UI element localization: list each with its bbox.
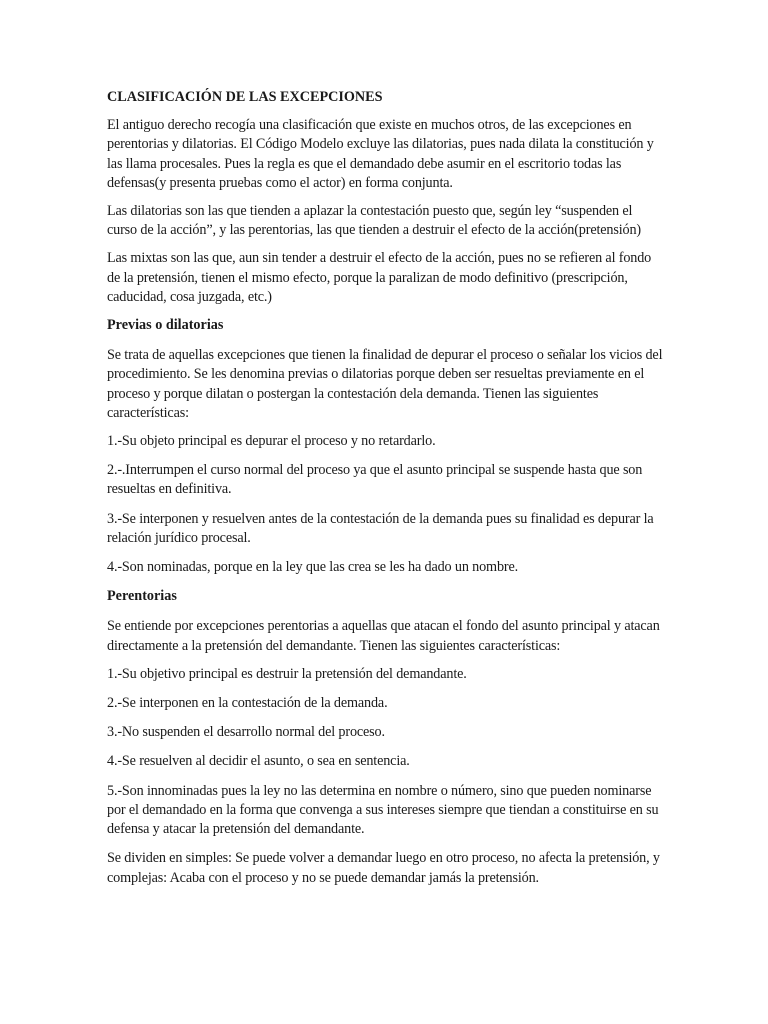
- previas-item-1: 1.-Su objeto principal es depurar el proceso y no retardarlo.: [107, 433, 436, 450]
- previas-item-2: 2.-.Interrumpen el curso normal del proceso ya que el asunto principal se suspende hasta que son resueltas en definitiva.: [107, 462, 643, 498]
- perentorias-description: Se entiende por excepciones perentorias a aquellas que atacan el fondo del asunto principal y atacan directamente a la pretensión del demandante. Tienen las siguientes características:: [107, 618, 660, 654]
- perentorias-item-1: 1.-Su objetivo principal es destruir la pretensión del demandante.: [107, 665, 467, 682]
- intro-paragraph-3: Las mixtas son las que, aun sin tender a destruir el efecto de la acción, pues no se refieren al fondo de la pretensión, tienen el mismo efecto, porque la paralizan de modo definitivo (prescripción, caducidad, cosa juzgada, etc.): [107, 250, 652, 305]
- heading-perentorias: Perentorias: [107, 588, 177, 605]
- heading-previas: Previas o dilatorias: [107, 317, 224, 334]
- previas-item-3: 3.-Se interponen y resuelven antes de la contestación de la demanda pues su finalidad es depurar la relación jurídico procesal.: [107, 510, 654, 546]
- intro-paragraph-1: El antiguo derecho recogía una clasificación que existe en muchos otros, de las excepciones en perentorias y dilatorias. El Código Modelo excluye las dilatorias, pues nada dilata la constitución y las llama procesales. Pues la regla es que el demandado debe asumir en el escritorio todas las defensas(y presenta pruebas como el actor) en forma conjunta.: [107, 117, 654, 191]
- perentorias-item-5: 5.-Son innominadas pues la ley no las determina en nombre o número, sino que pueden nominarse por el demandado en la forma que convenga a sus intereses siempre que tiendan a constituirse en su defensa y atacar la pretensión del demandante.: [107, 782, 659, 838]
- document-page: [107, 88, 663, 897]
- previas-description: Se trata de aquellas excepciones que tienen la finalidad de depurar el proceso o señalar los vicios del procedimiento. Se les denomina previas o dilatorias porque deben ser resueltas previamente en el proceso y porque dilatan o postergan la contestación dela demanda. Tienen las siguientes características:: [107, 347, 663, 421]
- perentorias-closing: Se dividen en simples: Se puede volver a demandar luego en otro proceso, no afecta la pretensión, y complejas: Acaba con el proceso y no se puede demandar jamás la pretensión.: [107, 850, 660, 886]
- perentorias-item-4: 4.-Se resuelven al decidir el asunto, o sea en sentencia.: [107, 753, 410, 770]
- perentorias-item-2: 2.-Se interponen en la contestación de la demanda.: [107, 695, 388, 712]
- previas-item-4: 4.-Son nominadas, porque en la ley que las crea se les ha dado un nombre.: [107, 559, 519, 576]
- document-title: CLASIFICACIÓN DE LAS EXCEPCIONES: [107, 89, 383, 105]
- perentorias-item-3: 3.-No suspenden el desarrollo normal del proceso.: [107, 724, 385, 741]
- intro-paragraph-2: Las dilatorias son las que tienden a aplazar la contestación puesto que, según ley “suspenden el curso de la acción”, y las perentorias, las que tienden a destruir el efecto de la acción(pretensión): [107, 203, 641, 239]
